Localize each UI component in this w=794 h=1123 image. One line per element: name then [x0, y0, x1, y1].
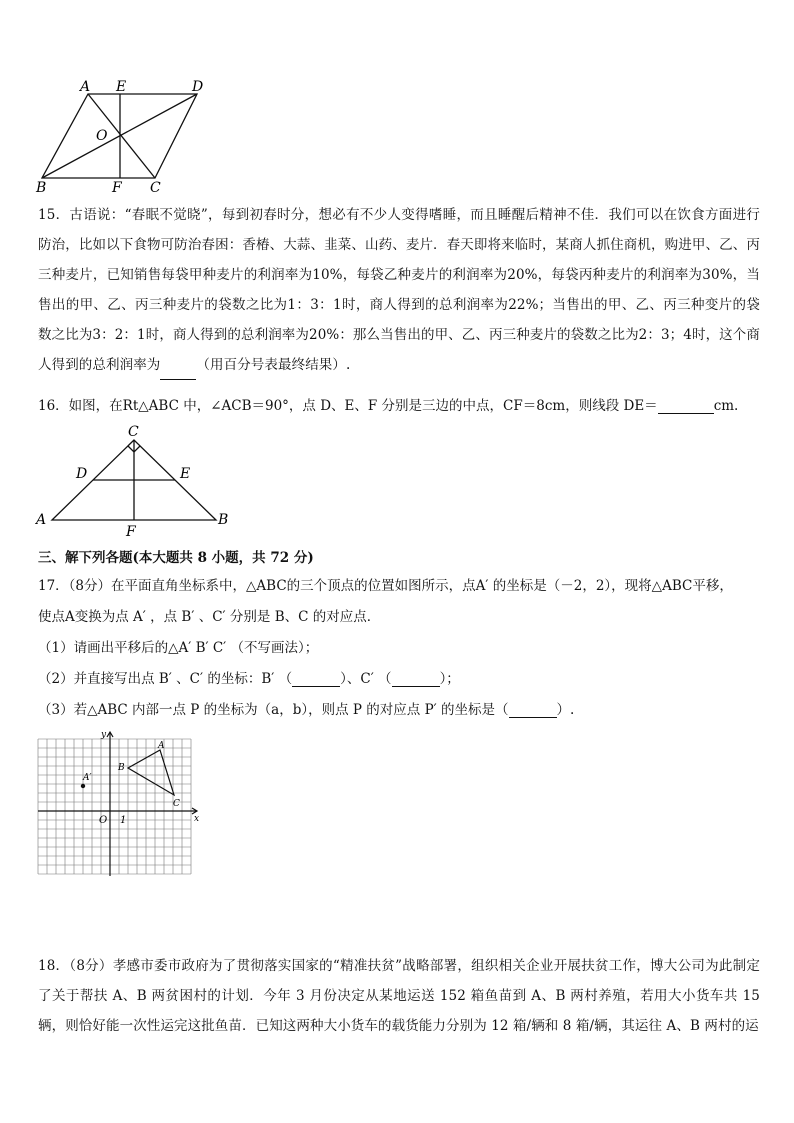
q17-part-3-lead: （3）若△ABC 内部一点 P 的坐标为（a，b），则点 P 的对应点 P′ 的坐标是（ — [38, 702, 509, 718]
parallelogram-figure — [30, 78, 220, 196]
label-o: O — [96, 128, 108, 144]
label-b: B — [218, 512, 229, 528]
label-a: A — [36, 512, 47, 528]
label-b: B — [36, 180, 47, 196]
label-b: B — [118, 763, 125, 773]
label-origin: O — [99, 815, 108, 826]
label-d: D — [76, 466, 88, 482]
label-c: C — [173, 799, 180, 809]
q17-intro-2: 使点A变换为点 A′ ，点 B′ 、C′ 分别是 B、C 的对应点． — [38, 609, 381, 625]
question-16 — [38, 394, 738, 414]
q17-part-2 — [38, 667, 460, 687]
label-d: D — [192, 79, 204, 95]
label-c: C — [150, 180, 161, 196]
q17-part-3 — [38, 698, 574, 718]
label-c: C — [128, 424, 139, 440]
label-a: A — [158, 741, 165, 751]
question-15 — [38, 200, 760, 380]
label-e: E — [180, 466, 191, 482]
label-f: F — [112, 180, 122, 196]
question-18 — [38, 951, 760, 1041]
q15-text: 15．古语说：“春眠不觉晓”，每到初春时分，想必有不少人变得嗜睡，而且睡醒后精神不佳．我们可以在饮食方面进行防治，比如以下食物可防治春困：香椿、大蒜、韭菜、山药、麦片．春天即将来临时，某商人抓住商机，购进甲、乙、丙三种麦片，已知销售每袋甲种麦片的利润率为10%，每袋乙种麦片的利润率为20%，每袋丙种麦片的利润率为30%，当售出的甲、乙、丙三种麦片的袋数之比为1：3：1时，商人得到的总利润率为22%；当售出的甲、乙、丙三种变片的袋数之比为3：2：1时，商人得到的总利润率为20%：那么当售出的甲、乙、丙三种麦片的袋数之比为2：3；4时，这个商人得到的总利润率为 — [38, 207, 760, 373]
q18-text: 18．（8分）孝感市委市政府为了贯彻落实国家的“精准扶贫”战略部署，组织相关企业开展扶贫工作，博大公司为此制定了关于帮扶 A、B 两贫困村的计划．今年 3 月份决定从某地运送 152 箱鱼苗到 A、B 两村养殖，若用大小货车共 15 辆，则恰好能一次性运完这批鱼苗．已知这两种大小货车的载货能力分别为 12 箱/辆和 8 箱/辆，其运往 A、B 两村的运 — [38, 958, 760, 1034]
q17-part-2-end: ）； — [439, 671, 460, 687]
c-prime-answer-blank[interactable] — [392, 672, 440, 687]
q15-tail: （用百分号表最终结果）. — [196, 357, 351, 373]
q17-part-1: （1）请画出平移后的△A′ B′ C′ （不写画法）； — [38, 640, 319, 656]
b-prime-answer-blank[interactable] — [292, 672, 340, 687]
q17-part-3-end: ）. — [556, 702, 575, 718]
q17-intro-1: 17．（8分）在平面直角坐标系中，△ABC的三个顶点的位置如图所示，点A′ 的坐标是（－2，2），现将△ABC平移， — [38, 578, 733, 594]
label-e: E — [116, 79, 127, 95]
label-y: y — [101, 730, 107, 740]
q16-unit: cm. — [713, 398, 739, 414]
q16-answer-blank[interactable] — [658, 399, 714, 414]
p-prime-answer-blank[interactable] — [509, 703, 557, 718]
section-3-heading: 三、解下列各题(本大题共 8 小题，共 72 分) — [38, 550, 314, 566]
label-a-prime: A′ — [83, 773, 92, 783]
coordinate-grid-figure — [34, 728, 204, 880]
q15-answer-blank[interactable] — [160, 365, 196, 380]
q17-part-2-lead: （2）并直接写出点 B′ 、C′ 的坐标：B′ （ — [38, 671, 293, 687]
label-one: 1 — [120, 815, 127, 826]
label-a: A — [80, 79, 91, 95]
q16-text: 16．如图，在Rt△ABC 中，∠ACB＝90°，点 D、E、F 分别是三边的中点，CF＝8cm，则线段 DE＝ — [38, 398, 658, 414]
point-a-prime — [81, 784, 85, 788]
label-f: F — [126, 524, 136, 538]
label-x: x — [194, 814, 200, 824]
q17-part-2-mid: ）、C′ （ — [340, 671, 392, 687]
triangle-figure — [30, 420, 240, 538]
